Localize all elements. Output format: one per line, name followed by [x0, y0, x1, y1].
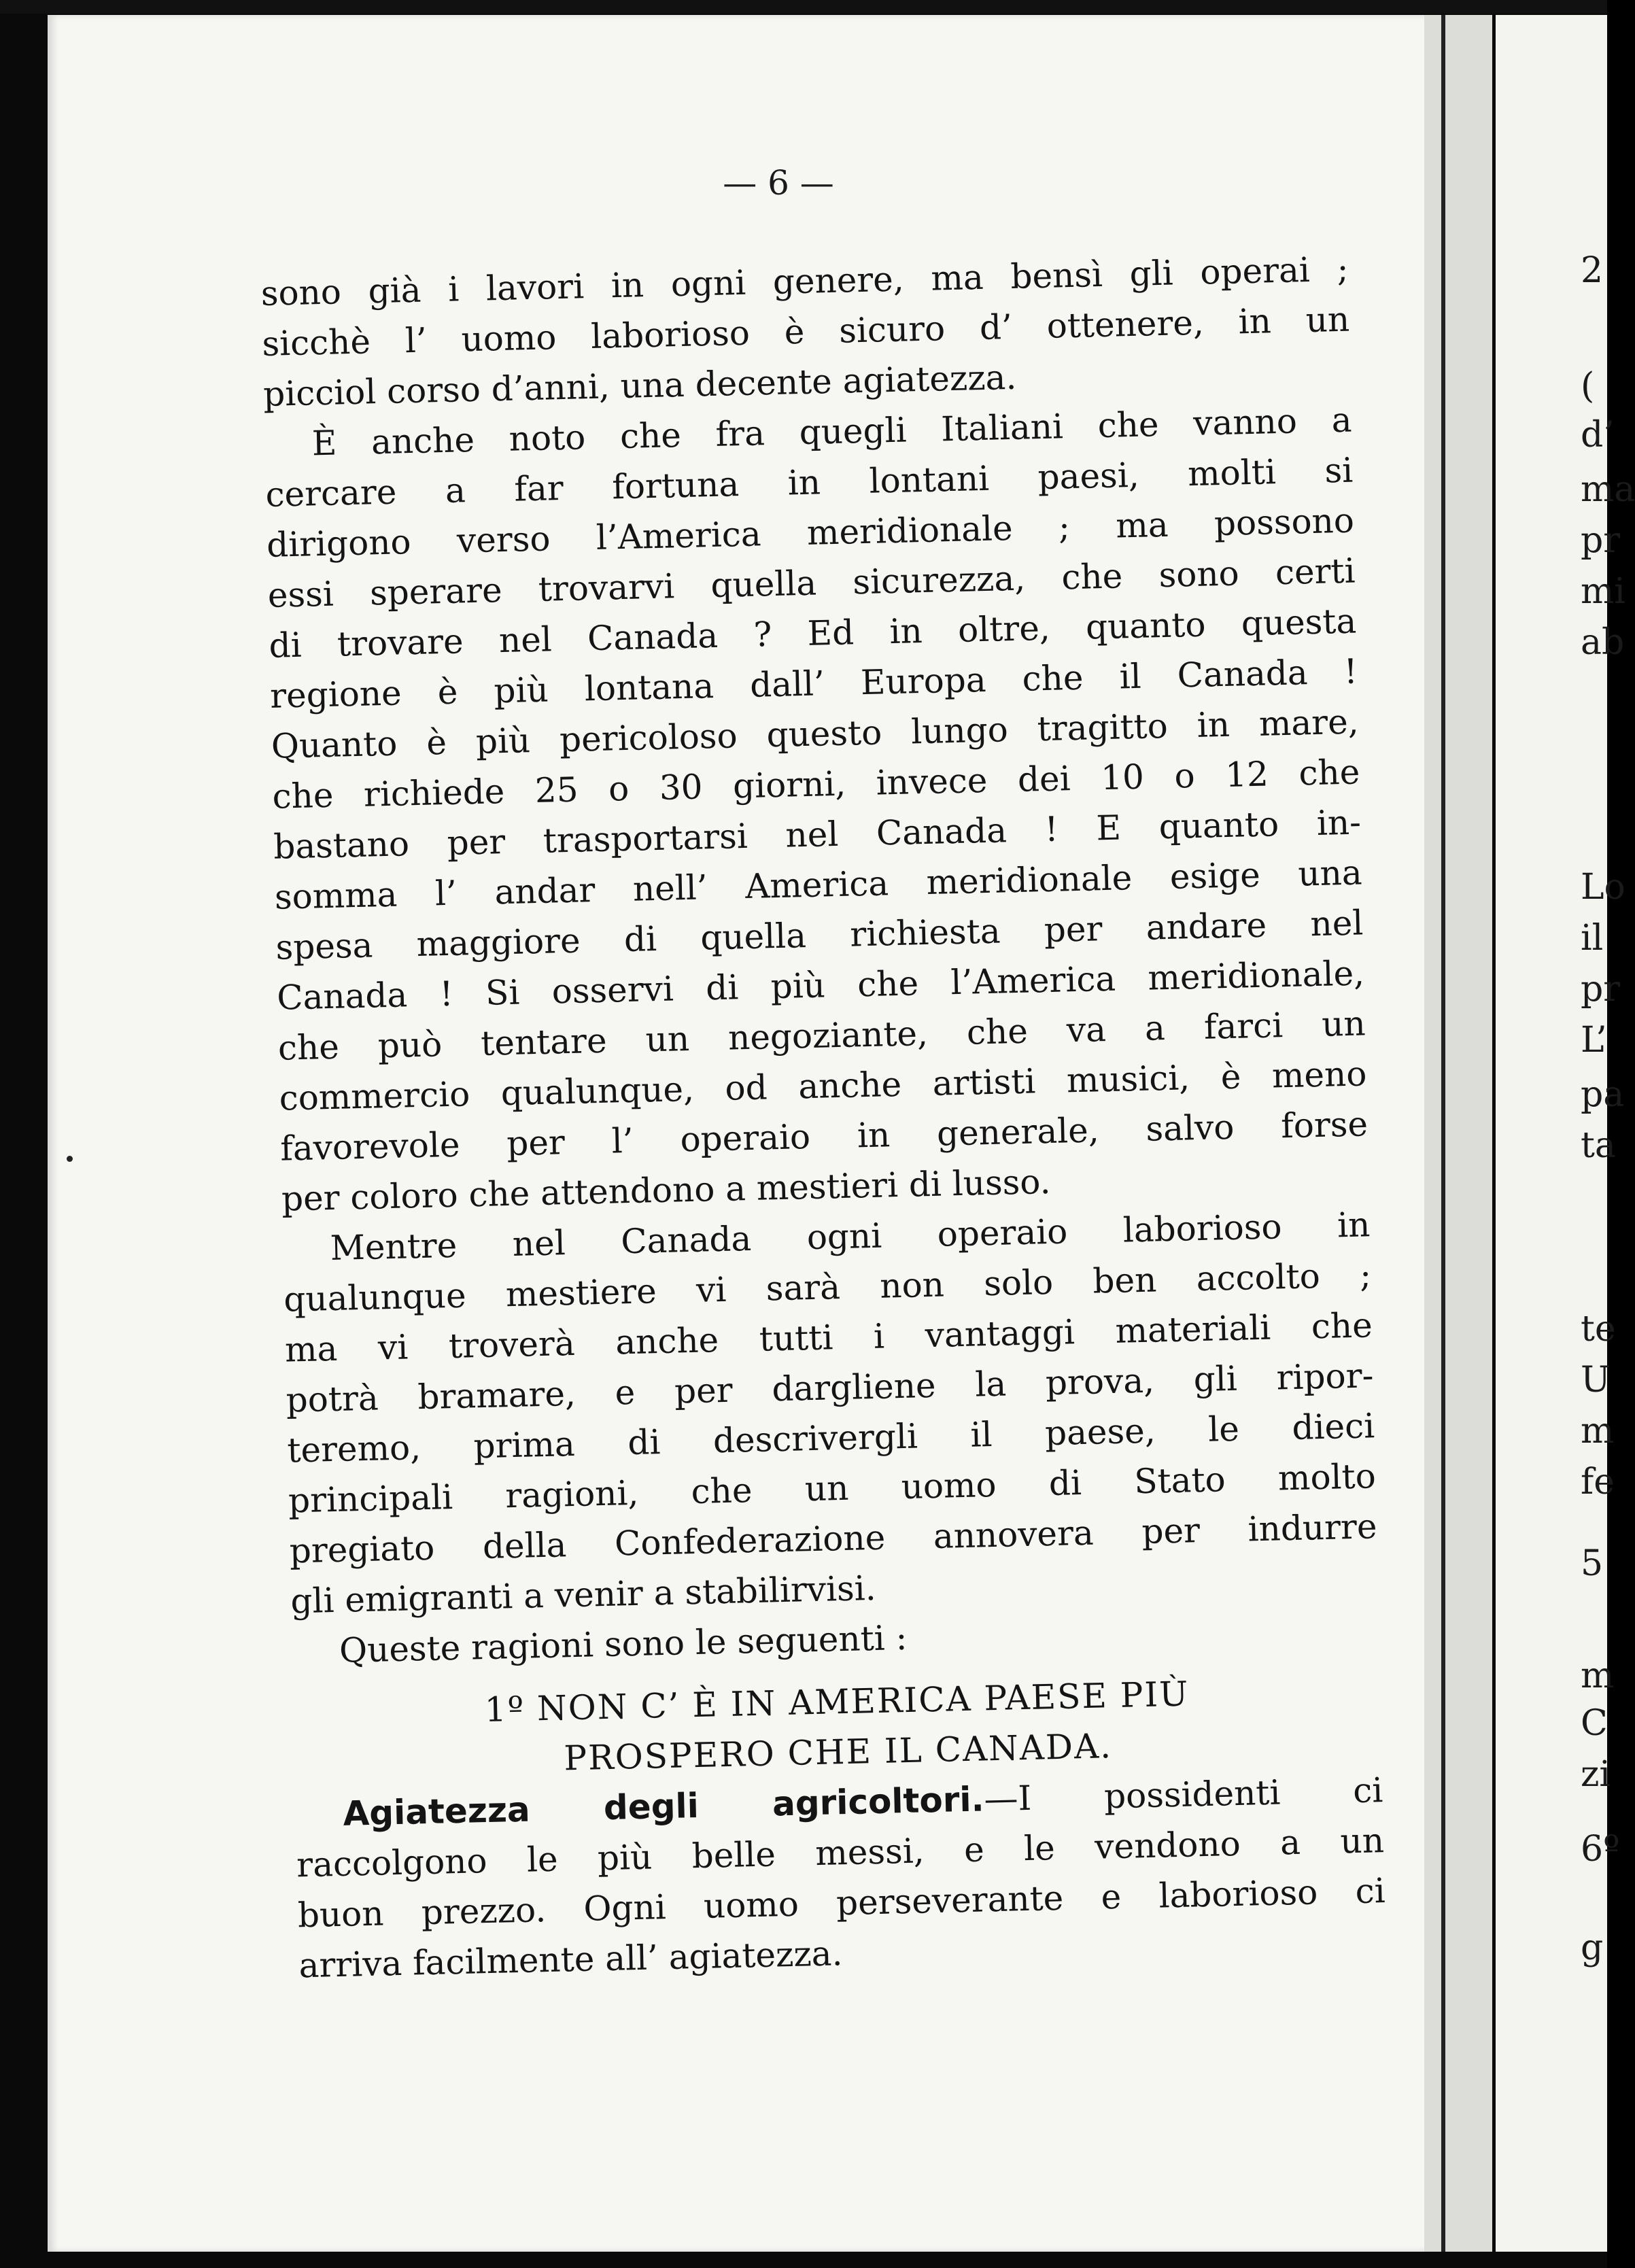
text-line: Canada ! Si osservi di più che l’America meridionale, [276, 953, 1365, 1018]
facing-page-fragment: 5 [1581, 1543, 1604, 1584]
text-line: Queste ragioni sono le seguenti : [339, 1617, 908, 1670]
text-line: dirigono verso l’America meridionale ; ma possono [266, 500, 1355, 565]
scan-top-border [0, 0, 1607, 14]
facing-page-fragment: pa [1581, 1074, 1625, 1115]
facing-page-fragment: zi [1581, 1754, 1611, 1795]
text-line: qualunque mestiere vi sarà non solo ben accolto ; [283, 1255, 1372, 1320]
text-line: essi sperare trovarvi quella sicurezza, che sono certi [267, 551, 1356, 615]
text-line: raccolgono le più belle messi, e le vendono a un [296, 1821, 1385, 1885]
facing-page-fragment: m [1581, 1411, 1615, 1451]
text-line: sono già i lavori in ogni genere, ma bensì gli operai ; [260, 249, 1349, 313]
text-line: favorevole per l’ operaio in generale, salvo forse [279, 1104, 1369, 1169]
text-line: regione è più lontana dall’ Europa che il Canada ! [269, 651, 1358, 716]
facing-page-fragment: ta [1581, 1125, 1616, 1166]
facing-page-fragment: U [1581, 1360, 1611, 1401]
facing-page-fragment: fe [1581, 1462, 1615, 1502]
facing-page-fragment: pr [1581, 520, 1621, 561]
text-line: teremo, prima di descrivergli il paese, le dieci [286, 1406, 1375, 1471]
page-gutter [1424, 15, 1492, 2252]
facing-page-fragment: ab [1581, 622, 1625, 663]
section-heading-line-1: 1º NON C’ È IN AMERICA PAESE PIÙ [484, 1674, 1190, 1730]
text-line: spesa maggiore di quella richiesta per andare nel [275, 903, 1364, 967]
section-first-line-text: —I possidenti ci [983, 1770, 1383, 1819]
text-line: arriva facilmente all’ agiatezza. [298, 1934, 844, 1986]
facing-page-fragment: d’ [1581, 415, 1615, 456]
page-number: — 6 — [723, 163, 834, 203]
run-in-heading: Agiatezza degli agricoltori. [342, 1779, 985, 1834]
facing-page-fragment: m [1581, 1655, 1615, 1696]
facing-page-fragment: Lo [1581, 867, 1625, 908]
facing-page-fragment: pr [1581, 969, 1621, 1010]
body-text [260, 244, 1387, 1991]
facing-page-fragment: ( [1581, 366, 1595, 407]
facing-page-fragment: te [1581, 1309, 1616, 1350]
facing-page-fragment: il [1581, 918, 1604, 959]
facing-page-fragment: C [1581, 1703, 1608, 1744]
facing-page-fragment: g [1581, 1927, 1604, 1968]
facing-page-fragment: L’ [1581, 1020, 1607, 1061]
gutter-shadow-line [1441, 15, 1445, 2252]
text-line: potrà bramare, e per dargliene la prova, gli ripor- [286, 1356, 1375, 1420]
ink-speck [67, 1156, 73, 1162]
section-heading-line-2: PROSPERO CHE IL CANADA. [563, 1726, 1113, 1779]
text-line: che richiede 25 o 30 giorni, invece dei 10 o 12 che [271, 752, 1360, 817]
text-line: gli emigranti a venir a stabilirvisi. [290, 1568, 877, 1621]
text-line: sicchè l’ uomo laborioso è sicuro d’ ottenere, in un [261, 299, 1350, 364]
facing-page-fragment: 2 [1581, 250, 1604, 291]
text-line: pregiato della Confederazione annovera per indurre [289, 1507, 1378, 1571]
text-line: bastano per trasportarsi nel Canada ! E quanto in- [273, 802, 1362, 867]
text-line: per coloro che attendono a mestieri di lusso. [281, 1161, 1052, 1219]
text-line: somma l’ andar nell’ America meridionale esige una [274, 853, 1363, 917]
facing-page-fragment: 6º [1581, 1829, 1620, 1870]
text-line: che può tentare un negoziante, che va a farci un [277, 1003, 1366, 1068]
text-line: Quanto è più pericoloso questo lungo tragitto in mare, [271, 702, 1360, 766]
text-line: cercare a far fortuna in lontani paesi, molti si [264, 450, 1354, 515]
text-line: principali ragioni, che un uomo di Stato molto [288, 1456, 1377, 1521]
text-line: picciol corso d’anni, una decente agiatezza. [262, 357, 1017, 414]
facing-page-fragment: ma [1581, 469, 1635, 510]
text-line: di trovare nel Canada ? Ed in oltre, quanto questa [268, 601, 1357, 666]
text-line: È anche noto che fra quegli Italiani che vanno a [311, 400, 1353, 464]
facing-page-fragment: mi [1581, 571, 1625, 612]
text-line: ma vi troverà anche tutti i vantaggi materiali che [284, 1305, 1373, 1370]
text-line: buon prezzo. Ogni uomo perseverante e laborioso ci [297, 1871, 1386, 1936]
text-line: commercio qualunque, od anche artisti musici, è meno [279, 1054, 1367, 1118]
text-line: Mentre nel Canada ogni operaio laborioso in [330, 1205, 1371, 1269]
